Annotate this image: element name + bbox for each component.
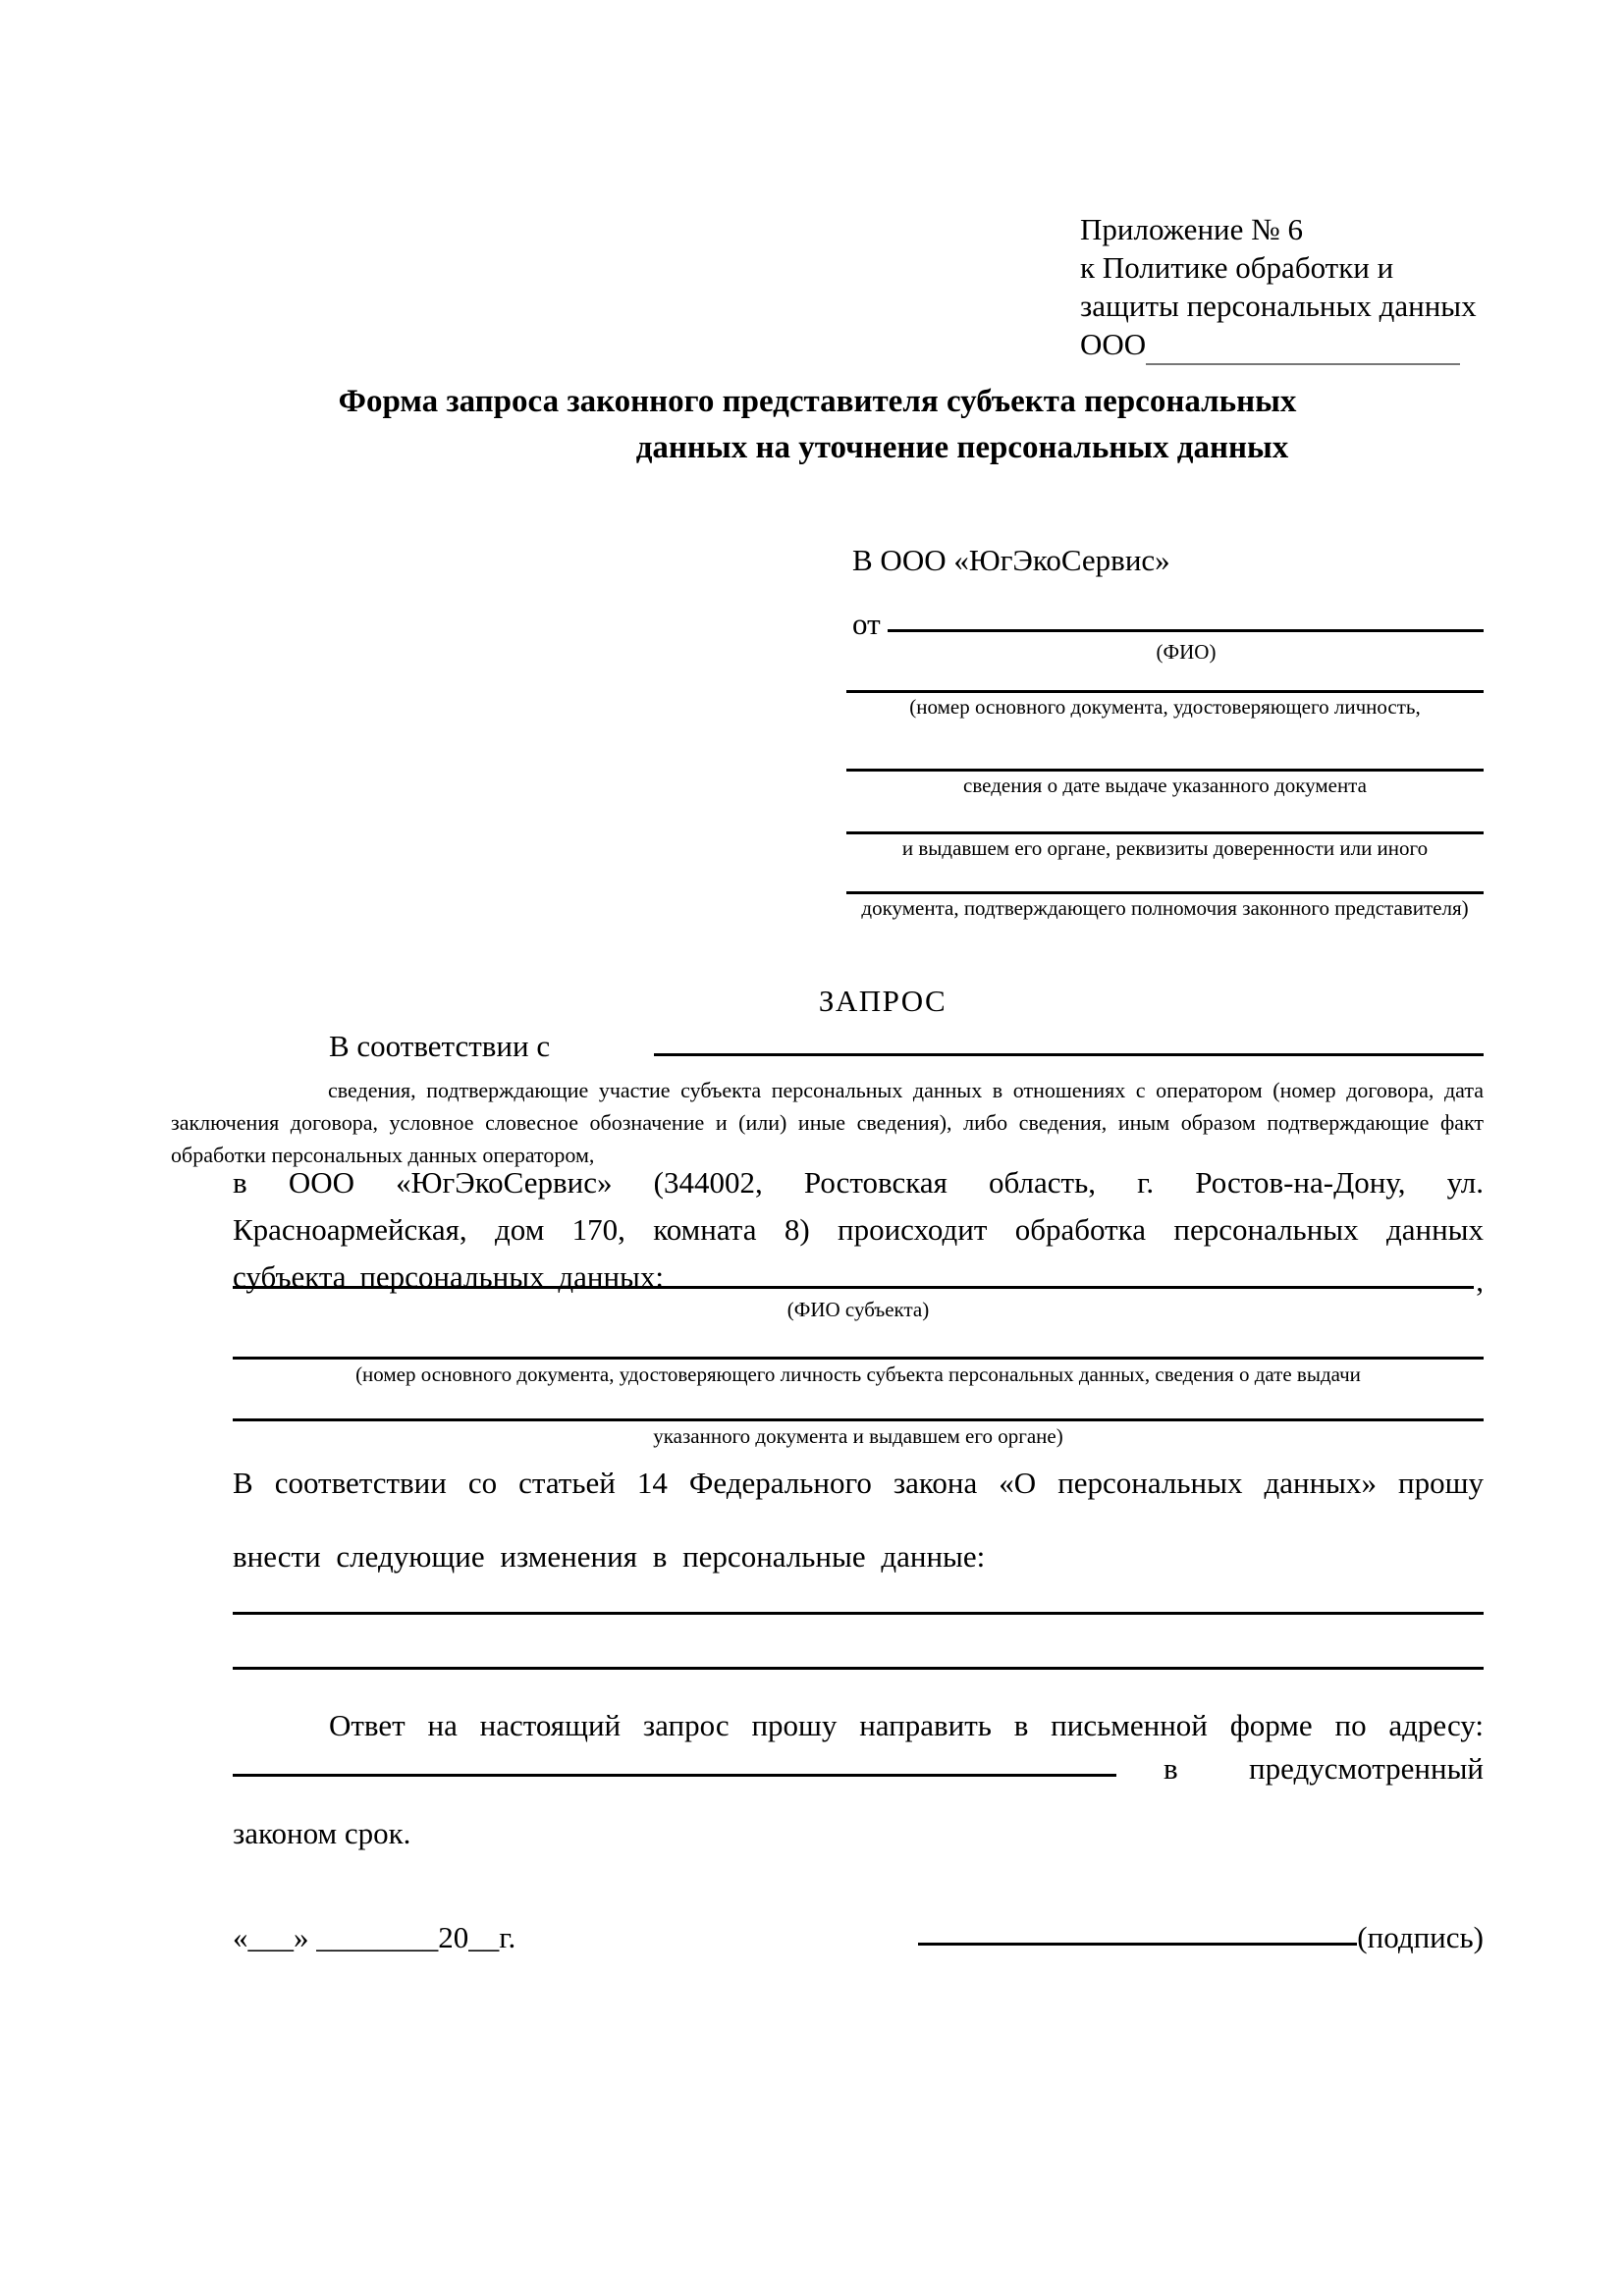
- accordance-row: [233, 1027, 1484, 1061]
- accordance-prefix: В соответствии с: [329, 1029, 551, 1063]
- from-row: [852, 605, 1484, 641]
- representative-doc-blank-line-4[interactable]: [846, 891, 1484, 894]
- accordance-blank-line[interactable]: [654, 1027, 1484, 1056]
- signature-row: [918, 1918, 1484, 1954]
- request-heading: ЗАПРОС: [818, 984, 947, 1018]
- from-prefix: от: [852, 607, 881, 641]
- document-title-line-2: данных на уточнение персональных данных: [635, 430, 1289, 465]
- from-fio-blank-line[interactable]: [888, 605, 1484, 632]
- answer-word-predusmotrenny: предусмотренный: [1249, 1751, 1484, 1786]
- representative-doc-blank-line-1[interactable]: [846, 690, 1484, 693]
- representative-doc-caption-4: документа, подтверждающего полномочия законного представителя): [861, 896, 1469, 920]
- article-paragraph: В соответствии со статьей 14 Федерального закона «О персональных данных» прошу внести следующие изменения в персональные данные:: [233, 1466, 1484, 1574]
- annex-ooo-line: [1080, 325, 1492, 365]
- subject-doc-blank-line-1[interactable]: [233, 1357, 1484, 1360]
- representative-doc-caption-3: и выдавшем его органе, реквизиты доверенности или иного: [901, 836, 1429, 860]
- changes-blank-line-2[interactable]: [233, 1667, 1484, 1670]
- subject-fio-caption: (ФИО субъекта): [786, 1298, 930, 1321]
- representative-doc-blank-line-2[interactable]: [846, 769, 1484, 772]
- signature-caption: (подпись): [1357, 1920, 1484, 1954]
- annex-block: [1080, 210, 1492, 365]
- annex-line-3: защиты персональных данных: [1080, 289, 1477, 323]
- document-title: [157, 379, 1478, 471]
- signature-blank-line[interactable]: [918, 1918, 1357, 1946]
- document-title-line-1: Форма запроса законного представителя субъекта персональных: [338, 384, 1297, 419]
- answer-line-1: Ответ на настоящий запрос прошу направить в письменной форме по адресу:: [329, 1708, 1484, 1742]
- annex-line-2: к Политике обработки и: [1080, 250, 1394, 285]
- annex-line-1: Приложение № 6: [1080, 212, 1303, 246]
- subject-doc-caption-1: (номер основного документа, удостоверяющего личность субъекта персональных данных, сведения о дате выдачи: [355, 1362, 1361, 1386]
- representative-doc-blank-line-3[interactable]: [846, 831, 1484, 834]
- subject-doc-caption-2: указанного документа и выдавшем его органе): [653, 1424, 1063, 1448]
- date-blank-line[interactable]: «___» ________20__г.: [233, 1920, 516, 1954]
- company-name-blank-line[interactable]: [1146, 325, 1460, 365]
- representative-doc-caption-2: сведения о дате выдаче указанного документа: [963, 774, 1367, 797]
- subject-fio-comma: ,: [1476, 1263, 1484, 1298]
- addressee-to-line: В ООО «ЮгЭкоСервис»: [852, 543, 1170, 577]
- answer-word-v: в: [1164, 1751, 1178, 1786]
- changes-blank-line-1[interactable]: [233, 1612, 1484, 1615]
- representative-doc-caption-1: (номер основного документа, удостоверяющего личность,: [909, 695, 1421, 719]
- footnote-text: сведения, подтверждающие участие субъекта персональных данных в отношениях с оператором (номер договора, дата заключения договора, условное словесное обозначение и (или) иные сведения), либо сведения, иным образом подтверждающие факт обработки персональных данных оператором,: [171, 1078, 1484, 1167]
- answer-line-3: законом срок.: [233, 1816, 411, 1850]
- subject-fio-blank-line[interactable]: [233, 1261, 1474, 1289]
- subject-fio-row: [233, 1261, 1484, 1298]
- annex-ooo-prefix: ООО: [1080, 327, 1147, 361]
- operator-paragraph: в ООО «ЮгЭкоСервис» (344002, Ростовская область, г. Ростов-на-Дону, ул. Красноармейская, дом 170, комната 8) происходит обработка персональных данных субъекта персональных данных:: [233, 1165, 1484, 1294]
- address-blank-line[interactable]: [233, 1749, 1116, 1777]
- subject-doc-blank-line-2[interactable]: [233, 1418, 1484, 1421]
- fio-caption: (ФИО): [1156, 640, 1217, 664]
- answer-address-row: [233, 1749, 1484, 1786]
